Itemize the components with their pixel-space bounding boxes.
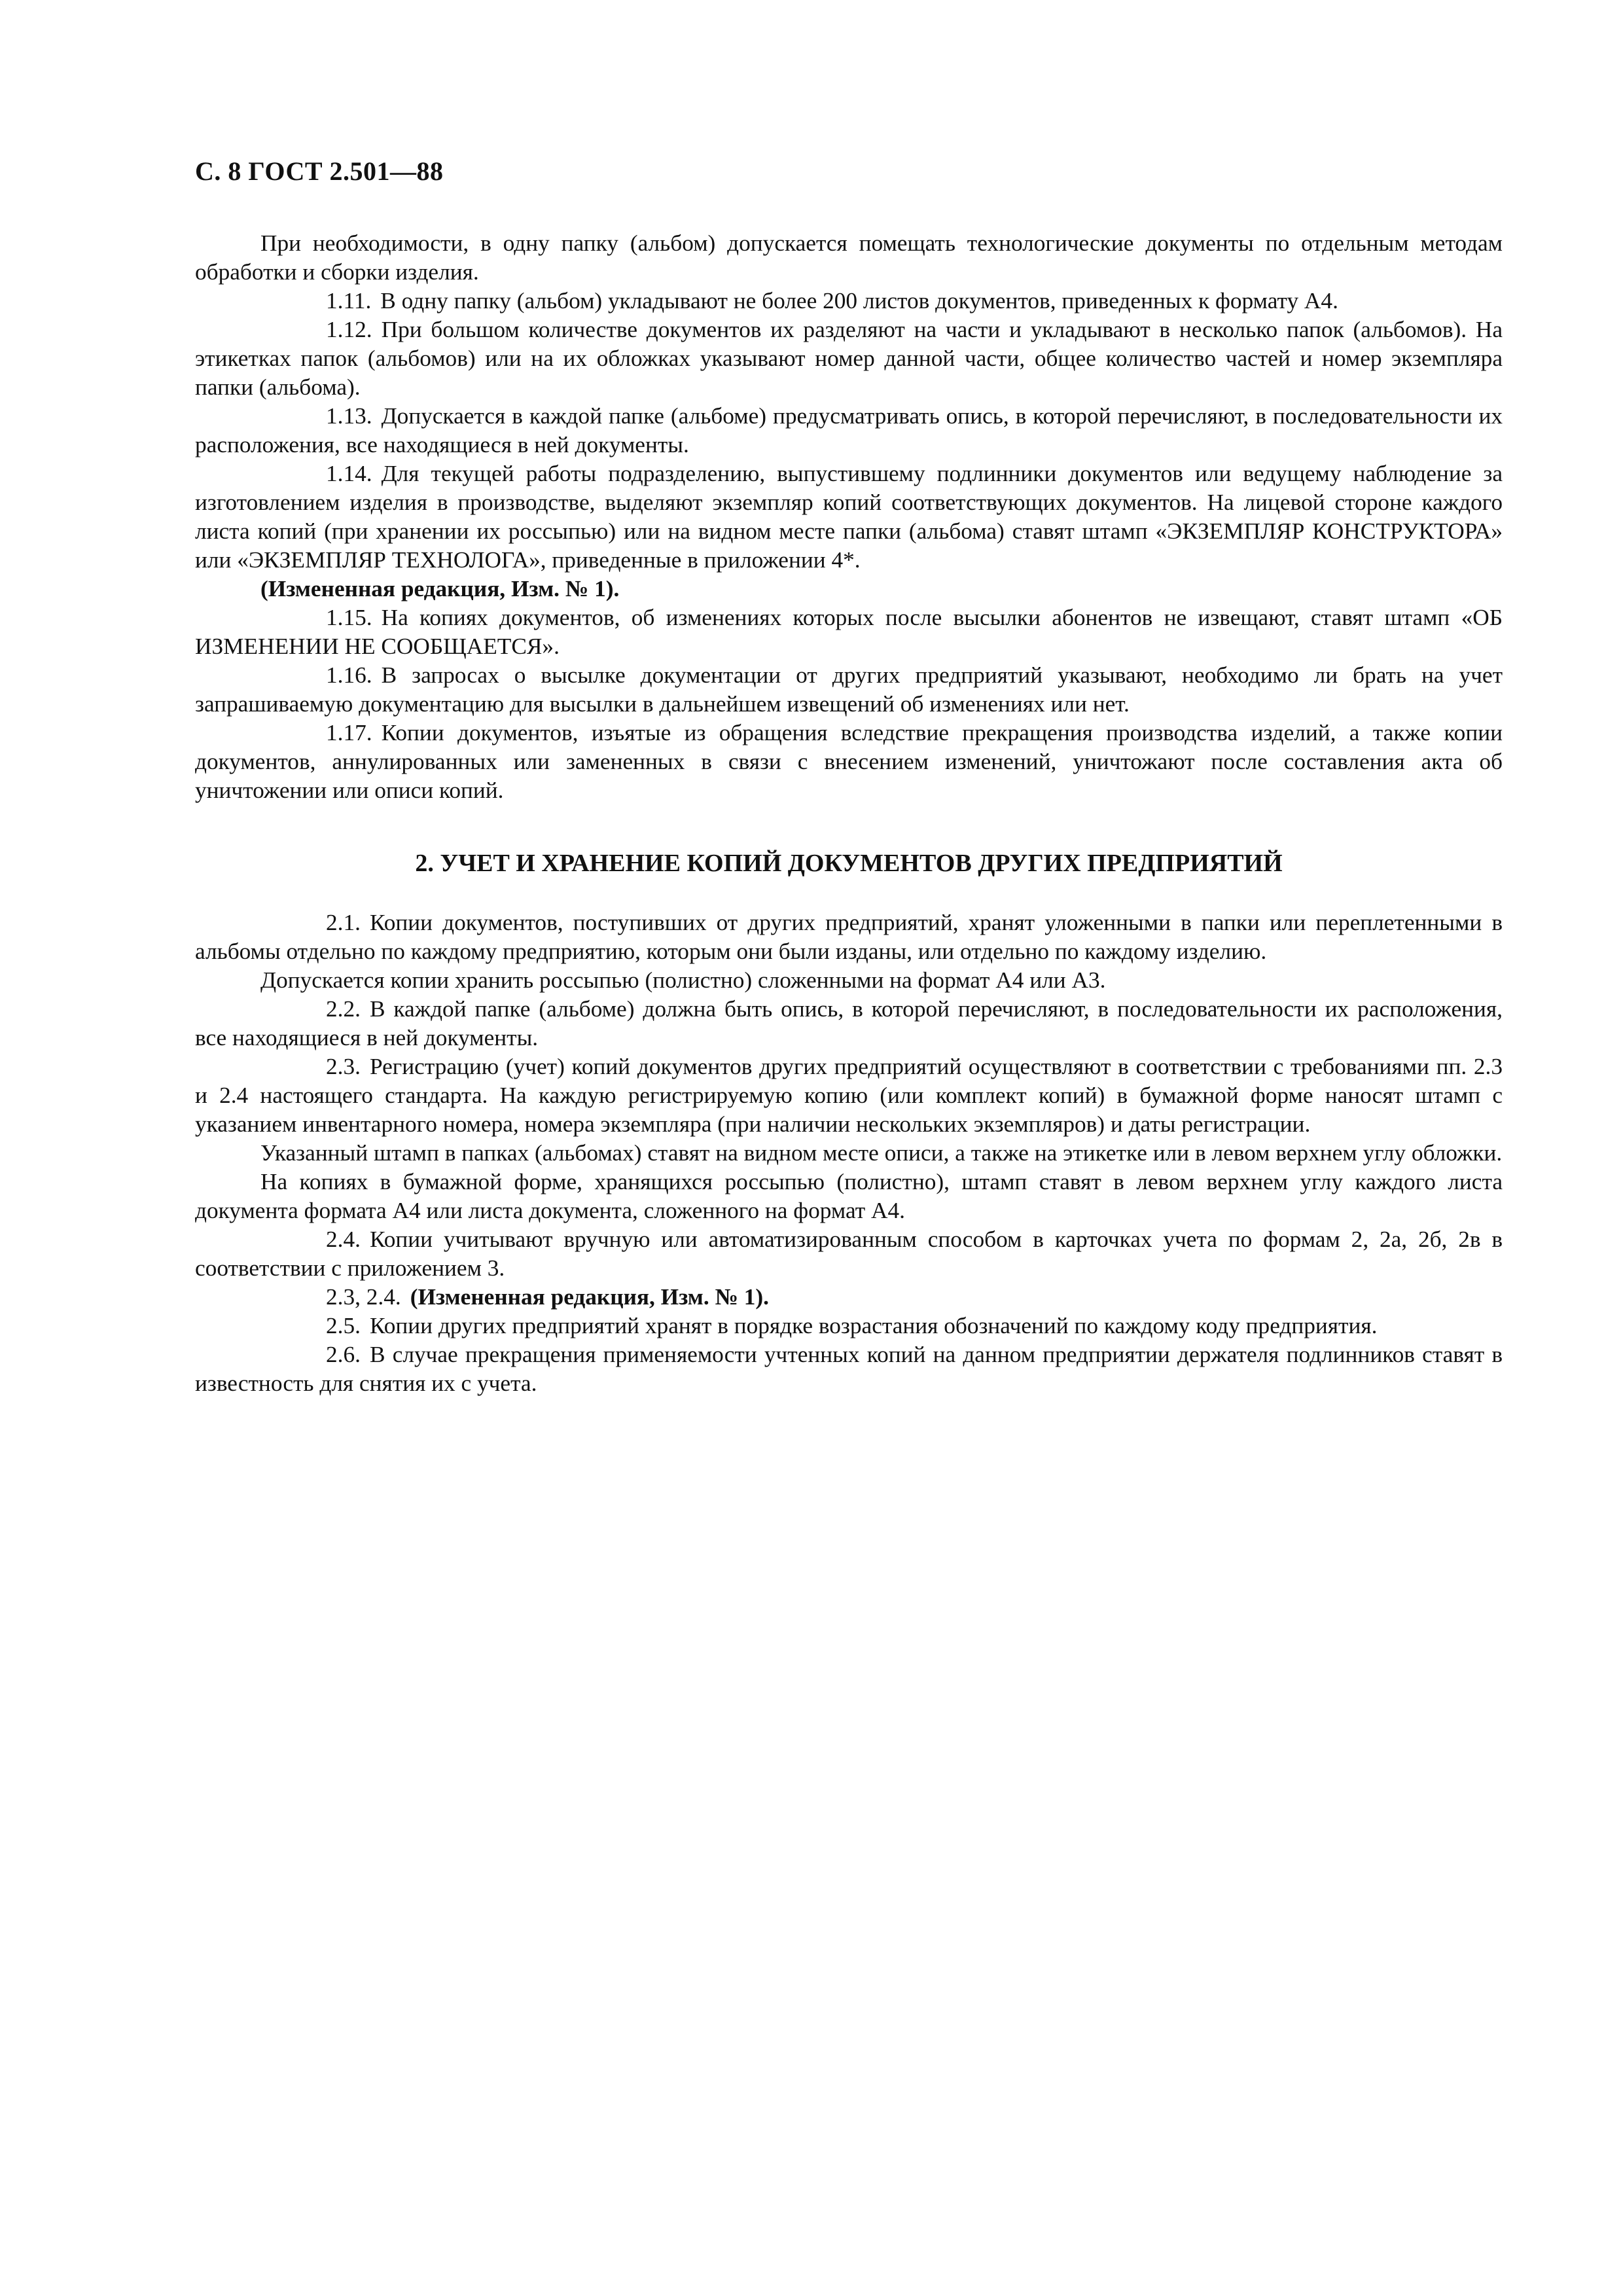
paragraph-text: Копии документов, поступивших от других предприятий, хранят уложенными в папки или переплетенными в альбомы отдельно по каждому предприятию, которым они были изданы, или отдельно по каждому изделию. bbox=[195, 910, 1503, 964]
amendment-text: (Измененная редакция, Изм. № 1). bbox=[260, 576, 620, 601]
paragraph-text: Указанный штамп в папках (альбомах) ставят на видном месте описи, а также на этикетке или в левом верхнем углу обложки. bbox=[260, 1140, 1503, 1166]
amendment-note bbox=[195, 575, 1503, 603]
paragraph bbox=[195, 402, 1503, 459]
paragraph bbox=[195, 459, 1503, 575]
clause-number: 1.14. bbox=[326, 461, 372, 486]
paragraph-text: Копии других предприятий хранят в порядке возрастания обозначений по каждому коду предприятия. bbox=[369, 1313, 1378, 1338]
paragraph bbox=[195, 1052, 1503, 1139]
clause-number: 2.6. bbox=[326, 1342, 361, 1367]
paragraph bbox=[195, 908, 1503, 966]
paragraph-text: На копиях в бумажной форме, хранящихся россыпью (полистно), штамп ставят в левом верхнем углу каждого листа документа формата А4 или листа документа, сложенного на формат А4. bbox=[195, 1169, 1503, 1223]
paragraph bbox=[195, 1225, 1503, 1283]
clause-number: 1.11. bbox=[326, 288, 372, 314]
page-header: С. 8 ГОСТ 2.501—88 bbox=[195, 156, 444, 186]
paragraph bbox=[195, 995, 1503, 1052]
paragraph bbox=[195, 1340, 1503, 1398]
body-section-2 bbox=[195, 908, 1503, 1398]
paragraph bbox=[195, 719, 1503, 805]
paragraph-text: В случае прекращения применяемости учтенных копий на данном предприятии держателя подлинников ставят в известность для снятия их с учета. bbox=[195, 1342, 1503, 1396]
paragraph bbox=[195, 229, 1503, 287]
paragraph-text: Для текущей работы подразделению, выпустившему подлинники документов или ведущему наблюдение за изготовлением изделия в производстве, выделяют экземпляр копий соответствующих документов. На лицевой стороне каждого листа копий (при хранении их россыпью) или на видном месте папки (альбома) ставят штамп «ЭКЗЕМПЛЯР КОНСТРУКТОРА» или «ЭКЗЕМПЛЯР ТЕХНОЛОГА», приведенные в приложении 4*. bbox=[195, 461, 1503, 573]
clause-number: 1.16. bbox=[326, 662, 372, 688]
section-title: 2. УЧЕТ И ХРАНЕНИЕ КОПИЙ ДОКУМЕНТОВ ДРУГИХ ПРЕДПРИЯТИЙ bbox=[415, 850, 1283, 877]
paragraph-text: В запросах о высылке документации от других предприятий указывают, необходимо ли брать на учет запрашиваемую документацию для высылки в дальнейшем извещений об изменениях или нет. bbox=[195, 662, 1503, 717]
paragraph-text: В одну папку (альбом) укладывают не более 200 листов документов, приведенных к формату А4. bbox=[380, 288, 1338, 314]
paragraph-text: Копии учитывают вручную или автоматизированным способом в карточках учета по формам 2, 2а, 2б, 2в в соответствии с приложением 3. bbox=[195, 1227, 1503, 1281]
paragraph bbox=[195, 1312, 1503, 1340]
paragraph bbox=[195, 1139, 1503, 1168]
paragraph bbox=[195, 661, 1503, 719]
paragraph-text: При большом количестве документов их разделяют на части и укладывают в несколько папок (альбомов). На этикетках папок (альбомов) или на их обложках указывают номер данной части, общее количество частей и номер экземпляра папки (альбома). bbox=[195, 317, 1503, 400]
clause-number: 2.4. bbox=[326, 1227, 361, 1252]
paragraph-text: Допускается в каждой папке (альбоме) предусматривать опись, в которой перечисляют, в последовательности их расположения, все находящиеся в ней документы. bbox=[195, 403, 1503, 457]
amendment-note bbox=[195, 1283, 1503, 1312]
clause-number: 2.5. bbox=[326, 1313, 361, 1338]
paragraph bbox=[195, 315, 1503, 402]
paragraph bbox=[195, 1168, 1503, 1225]
paragraph bbox=[195, 966, 1503, 995]
paragraph bbox=[195, 287, 1503, 315]
clause-number: 1.17. bbox=[326, 720, 372, 745]
amendment-text: (Измененная редакция, Изм. № 1). bbox=[410, 1284, 770, 1310]
paragraph-text: Копии документов, изъятые из обращения вследствие прекращения производства изделий, а также копии документов, аннулированных или замененных в связи с внесением изменений, уничтожают после составления акта об уничтожении или описи копий. bbox=[195, 720, 1503, 803]
body-section-1 bbox=[195, 229, 1503, 805]
paragraph-text: При необходимости, в одну папку (альбом) допускается помещать технологические документы по отдельным методам обработки и сборки изделия. bbox=[195, 230, 1503, 285]
clause-number: 1.13. bbox=[326, 403, 372, 429]
paragraph bbox=[195, 603, 1503, 661]
clause-number: 1.12. bbox=[326, 317, 372, 342]
clause-number: 2.3. bbox=[326, 1054, 361, 1079]
clause-number: 2.2. bbox=[326, 996, 361, 1022]
paragraph-text: На копиях документов, об изменениях которых после высылки абонентов не извещают, ставят штамп «ОБ ИЗМЕНЕНИИ НЕ СООБЩАЕТСЯ». bbox=[195, 605, 1503, 659]
clause-number: 2.1. bbox=[326, 910, 361, 935]
clause-number: 2.3, 2.4. bbox=[326, 1284, 401, 1310]
paragraph-text: Допускается копии хранить россыпью (полистно) сложенными на формат А4 или А3. bbox=[260, 967, 1106, 993]
paragraph-text: В каждой папке (альбоме) должна быть опись, в которой перечисляют, в последовательности их расположения, все находящиеся в ней документы. bbox=[195, 996, 1503, 1050]
clause-number: 1.15. bbox=[326, 605, 372, 630]
paragraph-text: Регистрацию (учет) копий документов других предприятий осуществляют в соответствии с требованиями пп. 2.3 и 2.4 настоящего стандарта. На каждую регистрируемую копию (или комплект копий) в бумажной форме наносят штамп с указанием инвентарного номера, номера экземпляра (при наличии нескольких экземпляров) и даты регистрации. bbox=[195, 1054, 1503, 1137]
